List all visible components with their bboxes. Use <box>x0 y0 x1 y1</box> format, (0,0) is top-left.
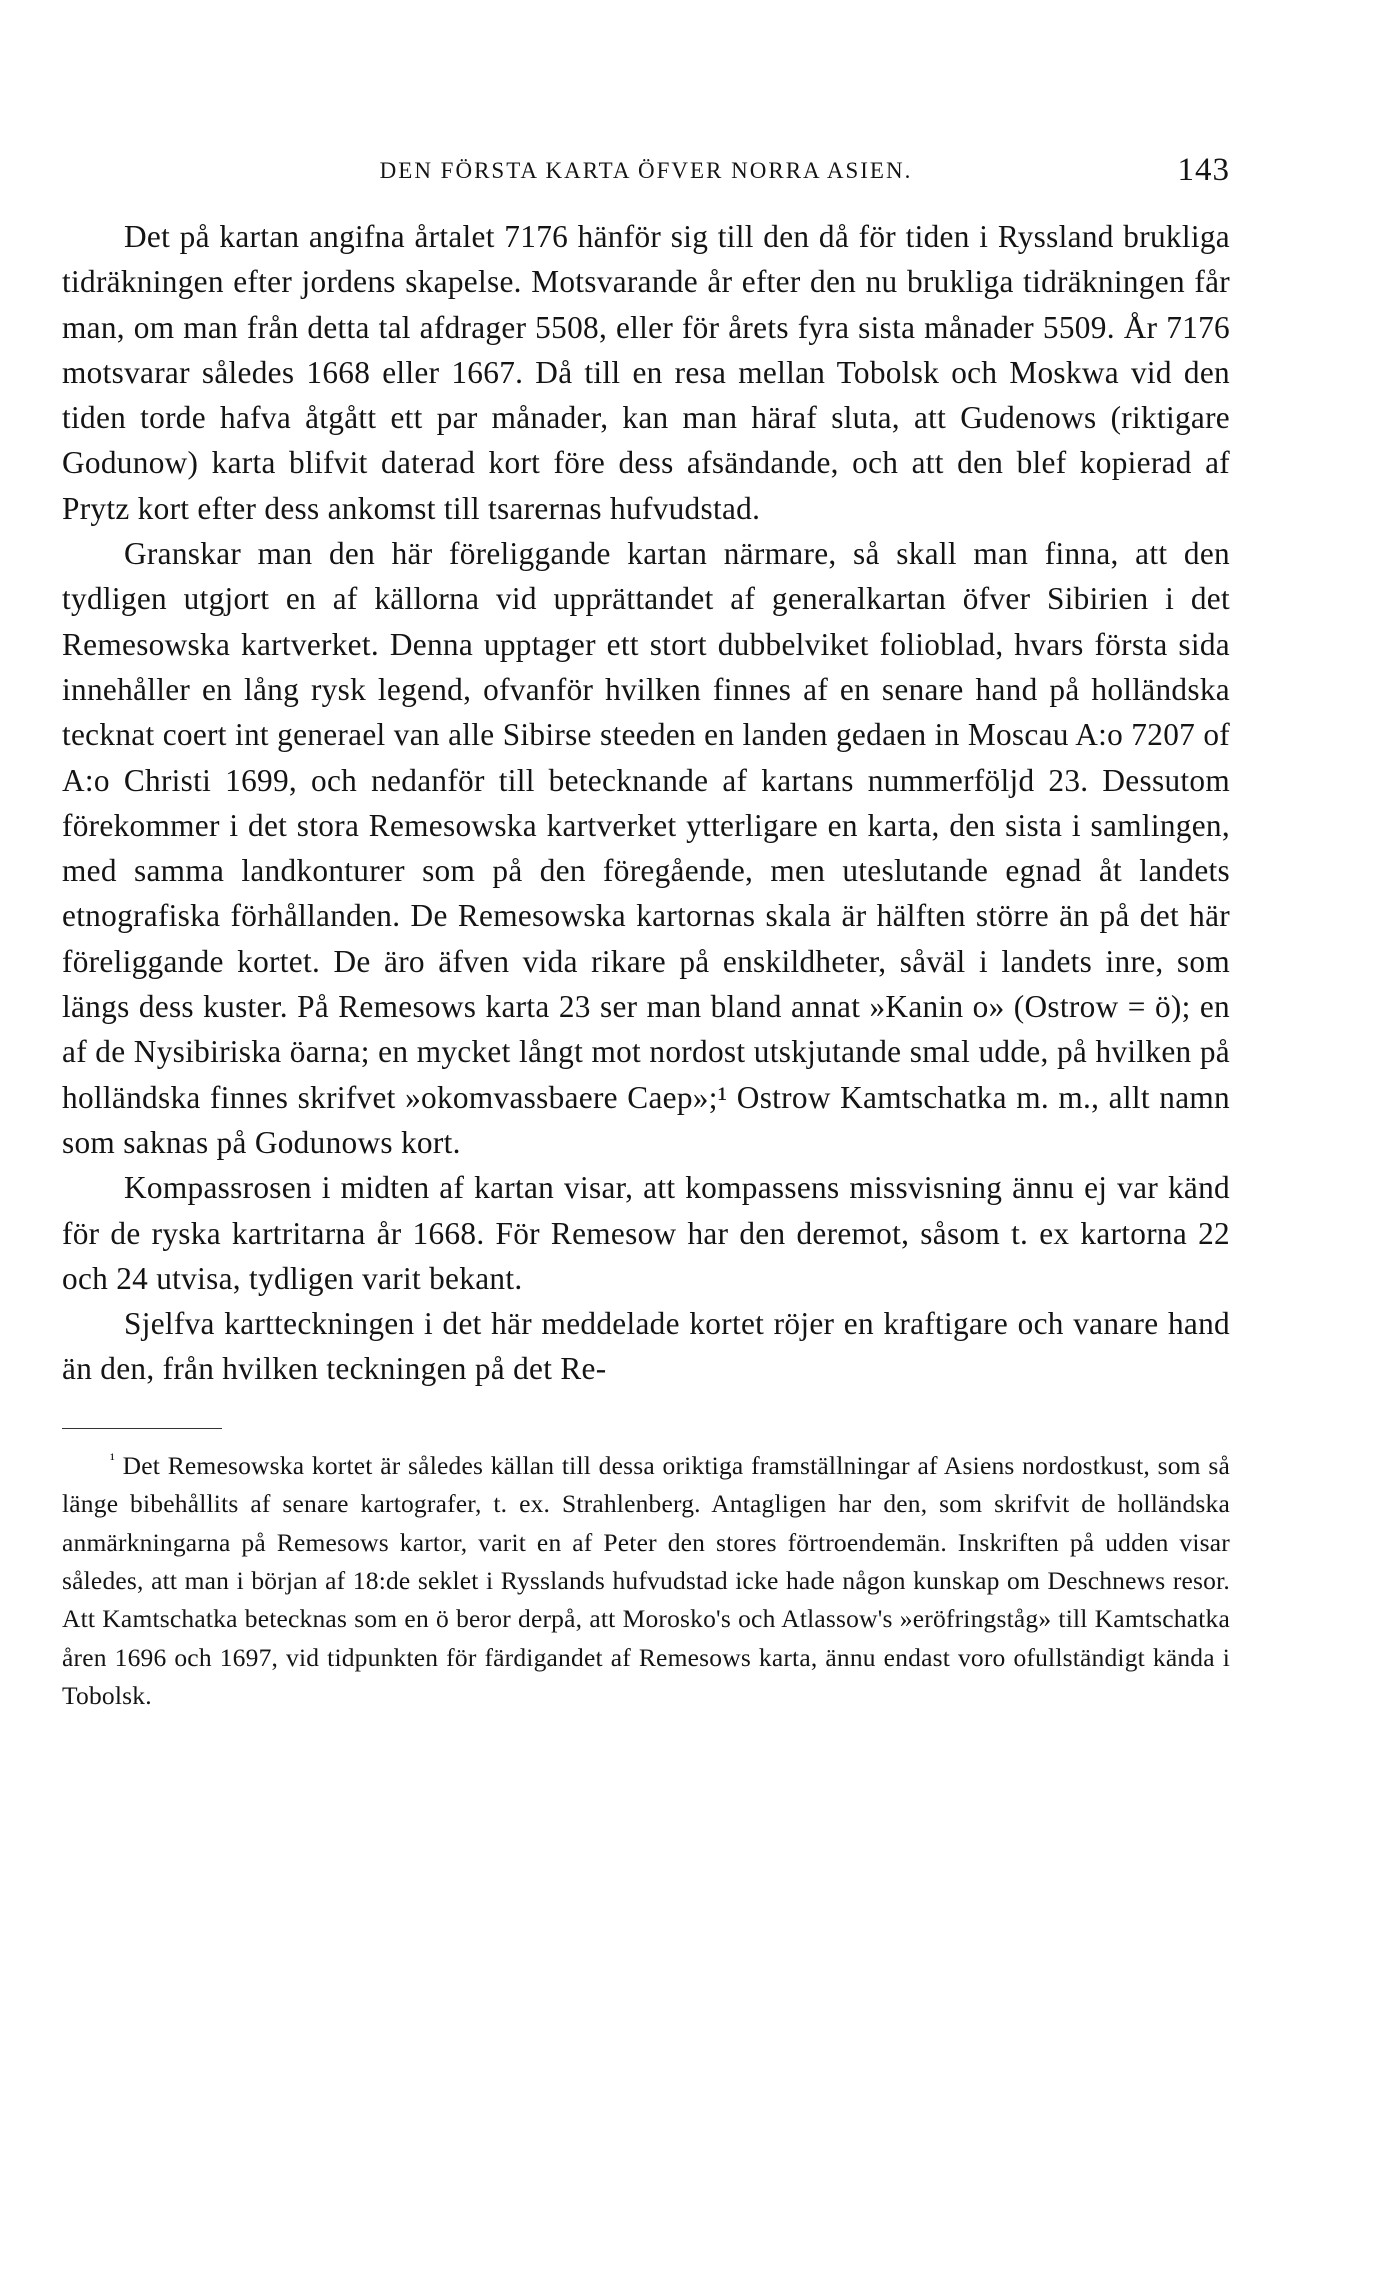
footnote-rule <box>62 1428 222 1429</box>
book-page <box>62 150 1230 1716</box>
footnote <box>62 1447 1230 1716</box>
running-title: DEN FÖRSTA KARTA ÖFVER NORRA ASIEN. <box>379 158 913 183</box>
running-head <box>62 150 1230 190</box>
paragraph-3: Kompassrosen i midten af kartan visar, att kompassens missvisning ännu ej var känd för de ryska kartritarna år 1668. För Remesow har den deremot, såsom t. ex kartorna 22 och 24 utvisa, tydligen varit bekant. <box>62 1170 1230 1296</box>
body-text <box>62 214 1230 1392</box>
paragraph-1: Det på kartan angifna årtalet 7176 hänför sig till den då för tiden i Ryssland brukliga tidräkningen efter jordens skapelse. Motsvarande år efter den nu brukliga tidräkningen får man, om man från detta tal afdrager 5508, eller för årets fyra sista månader 5509. År 7176 motsvarar således 1668 eller 1667. Då till en resa mellan Tobolsk och Moskwa vid den tiden torde hafva åtgått ett par månader, kan man häraf sluta, att Gudenows (riktigare Godunow) karta blifvit daterad kort före dess afsändande, och att den blef kopierad af Prytz kort efter dess ankomst till tsarernas hufvudstad. <box>62 219 1230 526</box>
paragraph-2: Granskar man den här föreliggande kartan närmare, så skall man finna, att den tydligen utgjort en af källorna vid upprättandet af generalkartan öfver Sibirien i det Remesowska kartverket. Denna upptager ett stort dubbelviket folioblad, hvars första sida innehåller en lång rysk legend, ofvanför hvilken finnes af en senare hand på holländska tecknat coert int generael van alle Sibirse steeden en landen gedaen in Moscau A:o 7207 of A:o Christi 1699, och nedanför till betecknande af kartans nummerföljd 23. Dessutom förekommer i det stora Remesowska kartverket ytterligare en karta, den sista i samlingen, med samma landkonturer som på den föregående, men uteslutande egnad åt landets etnografiska förhållanden. De Remesowska kartornas skala är hälften större än på det här föreliggande kortet. De äro äfven vida rikare på enskildheter, såväl i landets inre, som längs dess kuster. På Remesows karta 23 ser man bland annat »Kanin o» (Ostrow = ö); en af de Nysibiriska öarna; en mycket långt mot nordost utskjutande smal udde, på hvilken på holländska finnes skrifvet »okomvassbaere Caep»;¹ Ostrow Kamtschatka m. m., allt namn som saknas på Godunows kort. <box>62 536 1230 1160</box>
page-number: 143 <box>1177 152 1230 188</box>
paragraph-4: Sjelfva kartteckningen i det här meddelade kortet röjer en kraftigare och vanare hand än den, från hvilken teckningen på det Re- <box>62 1306 1230 1387</box>
footnote-text: Det Remesowska kortet är således källan till dessa oriktiga framställningar af Asiens nordostkust, som så länge bibehållits af senare kartografer, t. ex. Strahlenberg. Antagligen har den, som skrifvit de holländska anmärkningarna på Remesows kartor, varit en af Peter den stores förtroendemän. Inskriften på udden visar således, att man i början af 18:de seklet i Rysslands hufvudstad icke hade någon kunskap om Deschnews resor. Att Kamtschatka betecknas som en ö beror derpå, att Morosko's och Atlassow's »eröfringståg» till Kamtschatka åren 1696 och 1697, vid tidpunkten för färdigandet af Remesows karta, ännu endast voro ofullständigt kända i Tobolsk. <box>62 1450 1230 1711</box>
footnote-marker: ¹ <box>110 1451 115 1469</box>
